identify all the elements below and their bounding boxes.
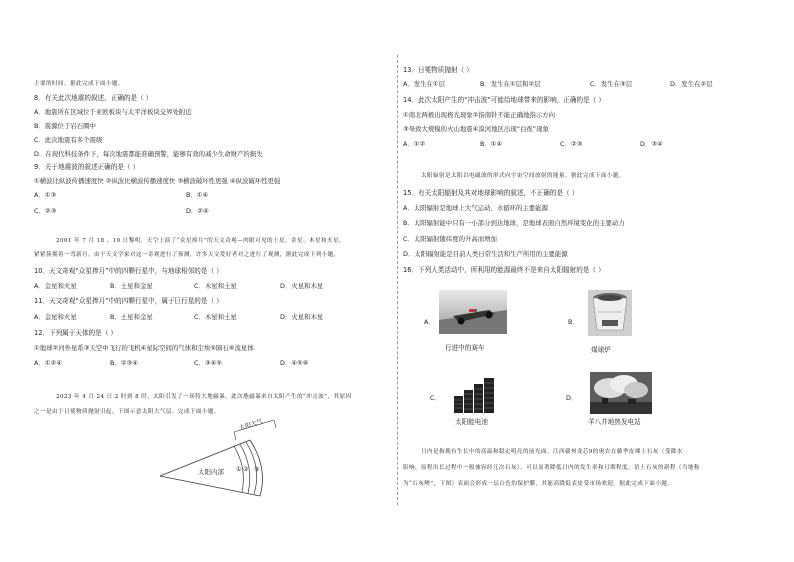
q9-statements: ①横波比纵波传播速度快 ②纵波比横波传播速度快 ③横波破坏性更强 ④纵波破坏性更强	[34, 177, 281, 185]
passage-5-line-1: 日内是指拥有生长中的高温和稳定明亮的前光面。江西赣州龙芯9的奥农在藤季皮裸土石灰（受降水	[421, 449, 683, 455]
q12-option-c: C．③④⑤	[194, 359, 223, 367]
passage-5-line-2: 影响，原程出长过程中一般兼容经几次石灰）。可以显著降低日内的发生率和日期程度。语土石灰的新程（当地称	[403, 465, 700, 471]
q16-option-c-caption: 太阳能电池	[455, 418, 488, 426]
solar-panel-photo	[452, 374, 500, 414]
q14-statements-2: ③导致大规模的火山地震④漠河地区出现“白夜”现象	[403, 125, 549, 133]
question-8-stem: 8．有关此次地震的叙述，正确的是（ ）	[34, 94, 153, 102]
question-12-stem: 12．下列属于天体的是（ ）	[34, 329, 118, 337]
q12-option-a: A．①②④	[34, 359, 62, 367]
q12-statements: ①地球②河外星系③天空中飞行的飞机④星际空间的气体和尘埃⑤陨石⑥流星体	[34, 344, 254, 352]
geothermal-plant-photo	[590, 372, 652, 414]
q14-option-c: C．②③	[560, 140, 583, 148]
q12-option-b: B．②③④	[110, 359, 138, 367]
q14-option-a: A．①②	[403, 140, 426, 148]
question-15-stem: 15．有关太阳辐射及其对地球影响的叙述，不正确的是（ ）	[403, 189, 579, 197]
q10-option-a: A．金星和火星	[34, 282, 77, 290]
q13-option-d: D．发生在②层	[670, 80, 713, 88]
passage-2-line-1: 2001 年 7 月 18 、19 日黎明，天空上演了“众星捧月”的天文奇观—肉眼可见的土星、金星、木星和火星，	[56, 238, 345, 244]
layer-3-label: ③	[254, 466, 260, 473]
q13-option-b: B．发生在①层和②层	[480, 80, 541, 88]
q11-option-d: D．火星和木星	[280, 313, 324, 321]
q15-option-c: C．太阳辐射随纬度的升高而增加	[403, 235, 497, 243]
question-11-stem: 11．天文奇观“众星捧月”中的四颗行星中，属于巨行星的是（ ）	[34, 297, 223, 305]
passage-3-line-1: 2023 年 4 月 24 日 2 时到 8 时，太阳引发了一场特大地磁暴，此次地磁暴来自太阳产生的“冲击波”，其原因	[56, 394, 352, 400]
label-sun-interior: 太阳内部	[198, 468, 224, 476]
q16-option-c-letter: C．	[430, 394, 441, 402]
passage-2-line-2: 紧紧簇拥着一弯新月，由于天文学家对这一奇观进行了预测，许多天文爱好者对之进行了观测，据此完成下列小题。	[34, 252, 340, 258]
q15-option-b: B．太阳辐射能中只有一小部分到达地球，是地球表面自然环境变化的主要动力	[403, 219, 625, 227]
q15-option-a: A．太阳辐射是地球上大气运动、水循环的主要能源	[403, 204, 548, 212]
q13-option-a: A．发生在①层	[403, 80, 446, 88]
q9-option-b: B．①④	[186, 191, 209, 199]
q11-option-c: C．木星和土星	[194, 313, 237, 321]
column-divider	[397, 55, 398, 505]
q16-option-b-caption: 煤球炉	[591, 346, 611, 354]
race-car-photo	[439, 290, 507, 334]
sun-atmosphere-diagram	[150, 418, 295, 508]
q16-option-a-caption: 行进中的赛车	[445, 344, 485, 352]
q16-option-d-caption: 羊八井地热发电站	[588, 418, 641, 426]
question-10-stem: 10．天文奇观“众星捧月”中的四颗行星中，与地球相邻的是（ ）	[34, 267, 223, 275]
label-sun-atmosphere: 太阳大气	[238, 418, 264, 432]
q14-statements-1: ①南北两极出现极光现象②指南针不能正确地指示方向	[403, 111, 556, 119]
q10-option-d: D．火星和木星	[280, 282, 324, 290]
q14-option-d: D．③④	[640, 140, 663, 148]
coal-stove-photo	[588, 290, 632, 336]
q8-option-d: D．在现代科技条件下，每次地震都能准确预警，能够有效的减少生命财产的损失	[34, 150, 263, 158]
layer-2-label: ②	[243, 466, 249, 473]
q14-option-b: B．①④	[480, 140, 503, 148]
q10-option-b: B．土星和金星	[110, 282, 153, 290]
layer-1-label: ①	[236, 466, 242, 473]
q15-option-d: D．太阳辐射能是目前人类日常生活和生产所用的主要能源	[403, 250, 568, 258]
q12-option-d: D．④⑤⑥	[280, 359, 309, 367]
passage-4: 太阳辐射是太阳以电磁波的形式向宇宙空间放射的能量。据此完成下面小题。	[421, 173, 625, 179]
q9-option-d: D．②④	[186, 207, 209, 215]
q8-option-c: C．此次地震有多个震级	[34, 136, 103, 144]
question-14-stem: 14．此次太阳产生的“冲击波”可能给地球带来的影响，正确的是（ ）	[403, 96, 605, 104]
question-16-stem: 16．下列人类活动中，所利用的能源最终不是来自太阳辐射的是（ ）	[403, 266, 605, 274]
q16-option-a-letter: A．	[424, 318, 435, 326]
q10-option-c: C．木星和土星	[194, 282, 237, 290]
q9-option-c: C．②③	[34, 207, 57, 215]
intro-tail: 主要的时间。据此完成下面小题。	[34, 81, 124, 87]
q11-option-b: B．土星和金星	[110, 313, 153, 321]
q8-option-b: B．震源位于岩石圈中	[34, 122, 96, 130]
q16-option-d-letter: D．	[566, 394, 578, 402]
question-13-stem: 13．日冕物质抛射（ ）	[403, 66, 473, 74]
question-9-stem: 9．关于地震波的叙述正确的是（ ）	[34, 163, 140, 171]
passage-3-line-2: 之一是由于日冕物质抛射引起。下图示意太阳大气层。完成下面小题。	[34, 409, 220, 415]
q8-option-a: A．地震所在区域位于亚欧板块与太平洋板块交界处附近	[34, 108, 192, 116]
q11-option-a: A．金星和火星	[34, 313, 77, 321]
q13-option-c: C．发生在③层	[590, 80, 633, 88]
q9-option-a: A．①③	[34, 191, 57, 199]
q16-option-b-letter: B．	[568, 318, 579, 326]
passage-5-line-3: 为“石灰鲤”，下图）表面会形成一层白色的保护膜，其能高降低表皮受市场欢迎。据此完成下面小题。	[403, 481, 674, 487]
